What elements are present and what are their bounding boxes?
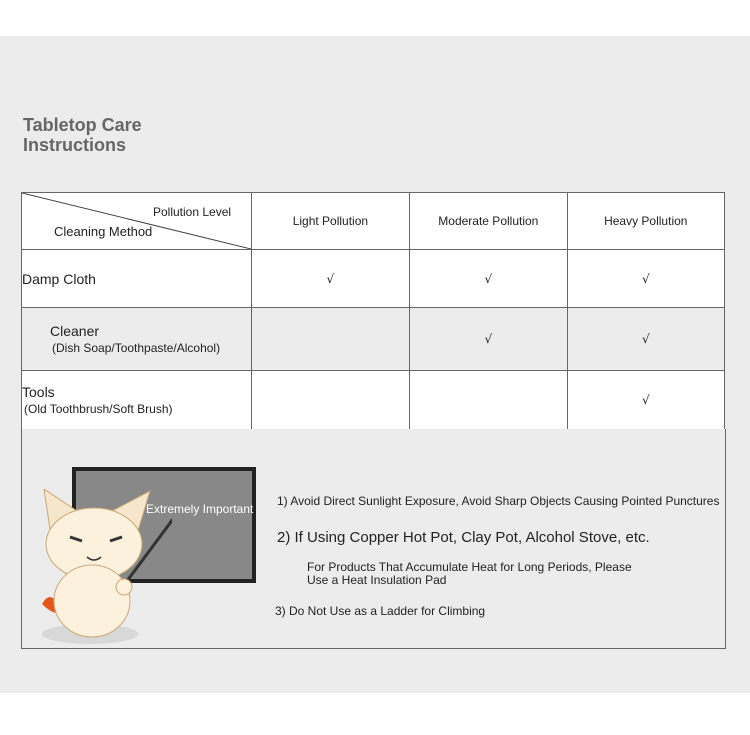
column-header-moderate: Moderate Pollution	[410, 193, 567, 250]
check-mark: √	[410, 250, 567, 308]
empty-cell	[410, 371, 567, 430]
method-cell	[22, 250, 252, 308]
note-2: 2) If Using Copper Hot Pot, Clay Pot, Alcohol Stove, etc.	[277, 529, 650, 546]
table-row-cleaner	[22, 308, 725, 371]
method-detail: (Old Toothbrush/Soft Brush)	[24, 402, 173, 416]
diagonal-divider	[22, 193, 251, 249]
check-mark: √	[567, 371, 724, 430]
pollution-level-label: Pollution Level	[153, 205, 232, 219]
check-mark: √	[567, 308, 724, 371]
method-name: Damp Cloth	[22, 270, 96, 287]
empty-cell	[251, 371, 409, 430]
method-cell	[22, 371, 252, 430]
note-2-detail: For Products That Accumulate Heat for Long Periods, Please Use a Heat Insulation Pad	[307, 560, 632, 587]
table-header-row	[22, 193, 725, 250]
table-row-damp-cloth	[22, 250, 725, 308]
method-cell	[22, 308, 252, 371]
care-table	[21, 192, 725, 430]
empty-cell	[251, 308, 409, 371]
check-mark: √	[567, 250, 724, 308]
corner-cell	[22, 193, 252, 250]
method-name: Tools	[22, 384, 55, 400]
column-header-light: Light Pollution	[251, 193, 409, 250]
check-mark: √	[410, 308, 567, 371]
check-mark: √	[251, 250, 409, 308]
notes-section	[21, 429, 726, 649]
table-row-tools	[22, 371, 725, 430]
method-name: Cleaner	[50, 323, 100, 339]
title-line-2: Instructions	[23, 135, 127, 155]
method-detail: (Dish Soap/Toothpaste/Alcohol)	[52, 341, 221, 355]
cleaning-method-label: Cleaning Method	[54, 224, 153, 239]
column-header-heavy: Heavy Pollution	[567, 193, 724, 250]
page-title	[23, 115, 142, 155]
title-line-1: Tabletop Care	[23, 115, 142, 135]
board-label: Extremely Important	[146, 502, 254, 516]
note-1: 1) Avoid Direct Sunlight Exposure, Avoid Sharp Objects Causing Pointed Punctures	[277, 494, 720, 508]
note-3: 3) Do Not Use as a Ladder for Climbing	[275, 604, 486, 618]
